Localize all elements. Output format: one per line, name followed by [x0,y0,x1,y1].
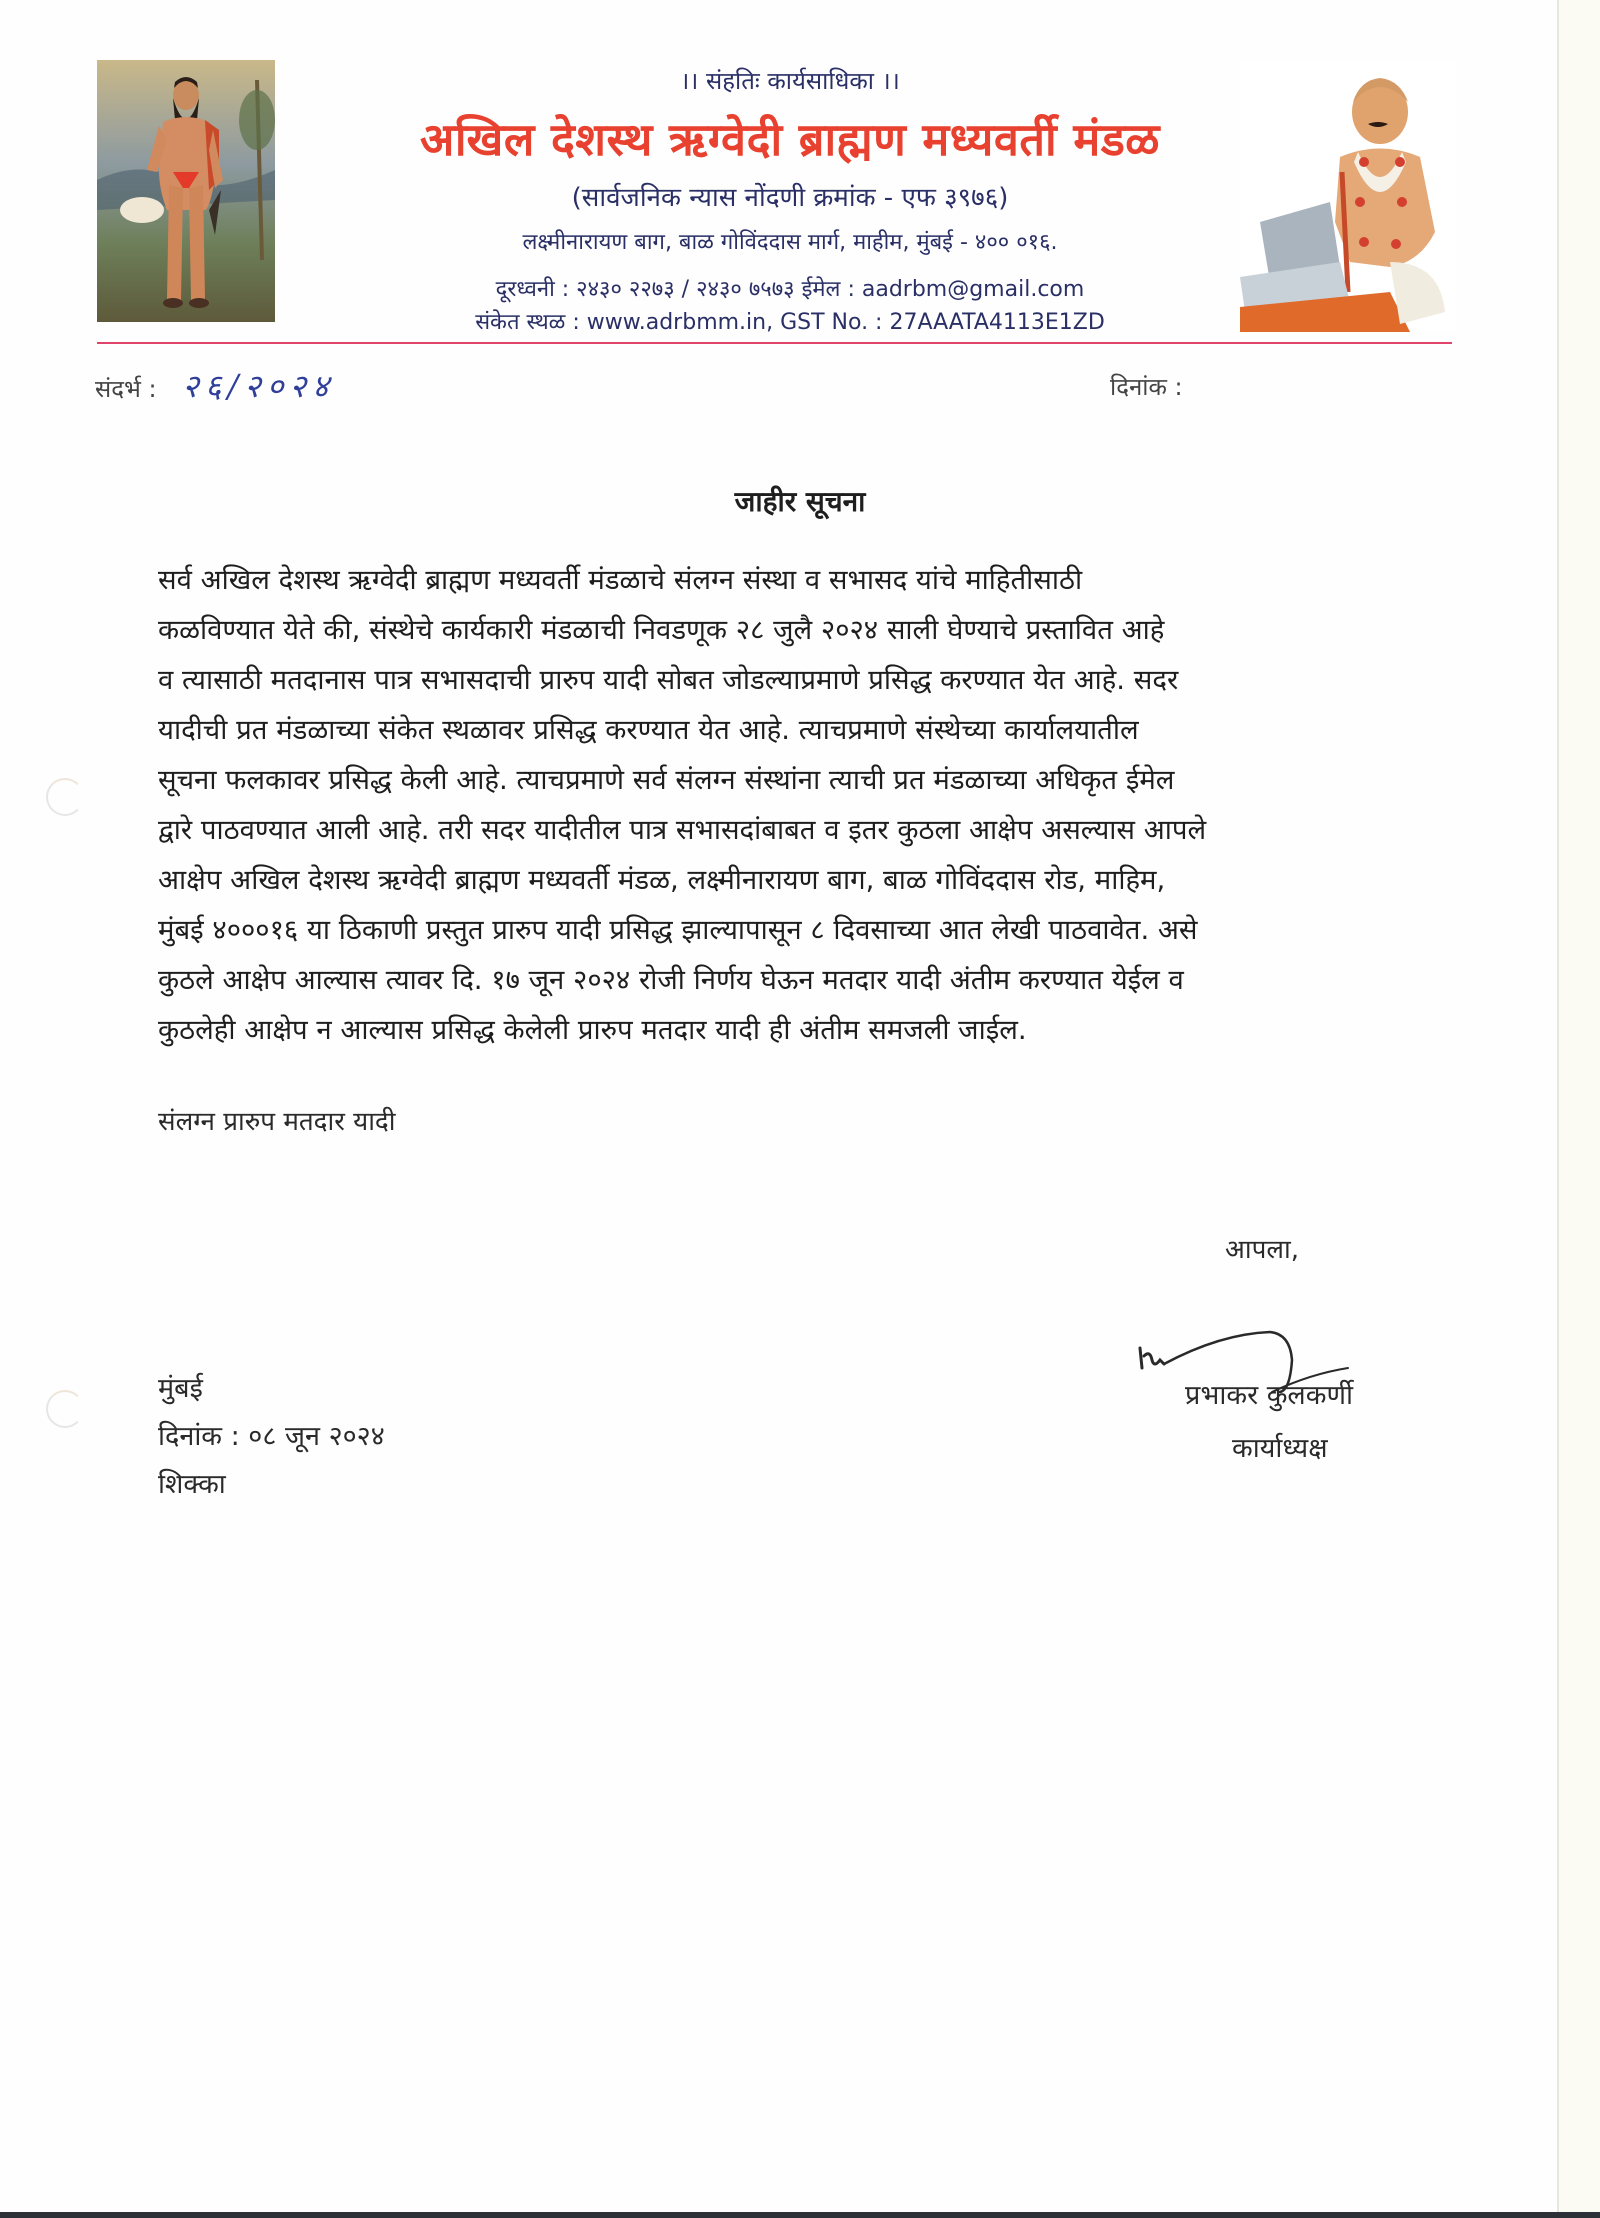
date-field-label: दिनांक : [1110,373,1183,401]
saint-portrait-image [97,60,275,322]
notice-body-line: आक्षेप अखिल देशस्थ ऋग्वेदी ब्राह्मण मध्यवर्ती मंडळ, लक्ष्मीनारायण बाग, बाळ गोविंददास रोड, माहिम, [158,864,1166,896]
reference-label: संदर्भ : [95,375,157,403]
notice-body-line: कुठले आक्षेप आल्यास त्यावर दि. १७ जून २०२४ रोजी निर्णय घेऊन मतदार यादी अंतीम करण्यात येईल व [158,964,1184,996]
organization-name: अखिल देशस्थ ऋग्वेदी ब्राह्मण मध्यवर्ती मंडळ [419,113,1160,166]
punch-hole-mark [46,778,84,816]
scan-paper-edge [1557,0,1600,2212]
reference-row [95,364,335,407]
notice-body-line: कळविण्यात येते की, संस्थेचे कार्यकारी मंडळाची निवडणूक २८ जुलै २०२४ साली घेण्याचे प्रस्तावित आहे [158,614,1165,646]
notice-body [158,555,1408,1055]
notice-title: जाहीर सूचना [734,485,866,518]
org-website-gst: संकेत स्थळ : www.adrbmm.in, GST No. : 27AAATA4113E1ZD [475,310,1105,335]
notice-body-line: मुंबई ४०००१६ या ठिकाणी प्रस्तुत प्रारुप यादी प्रसिद्ध झाल्यापासून ८ दिवसाच्या आत लेखी पाठवावेत. असे [158,914,1198,946]
notice-body-line: व त्यासाठी मतदानास पात्र सभासदाची प्रारुप यादी सोबत जोडल्याप्रमाणे प्रसिद्ध करण्यात येत आहे. सदर [158,664,1179,696]
saint-portrait-left [97,60,275,322]
registration-number: (सार्वजनिक न्यास नोंदणी क्रमांक - एफ ३९७६) [571,183,1009,213]
org-address: लक्ष्मीनारायण बाग, बाळ गोविंददास मार्ग, माहीम, मुंबई - ४०० ०१६. [522,230,1058,255]
signer-role: कार्याध्यक्ष [1232,1433,1328,1464]
issue-date: दिनांक : ०८ जून २०२४ [158,1421,385,1452]
notice-body-line: कुठलेही आक्षेप न आल्यास प्रसिद्ध केलेली प्रारुप मतदार यादी ही अंतीम समजली जाईल. [158,1014,1027,1046]
seal-label: शिक्का [158,1469,226,1500]
org-motto: ।। संहतिः कार्यसाधिका ।। [680,67,900,95]
attachment-note: संलग्न प्रारुप मतदार यादी [158,1107,396,1137]
punch-hole-mark [46,1390,84,1428]
org-contact: दूरध्वनी : २४३० २२७३ / २४३० ७५७३ ईमेल : aadrbm@gmail.com [495,277,1085,302]
closing-salutation: आपला, [1225,1235,1299,1265]
notice-body-line: यादीची प्रत मंडळाच्या संकेत स्थळावर प्रसिद्ध करण्यात येत आहे. त्याचप्रमाणे संस्थेच्या कार्यालयातील [158,714,1139,746]
scholar-portrait-image [1240,62,1455,332]
scholar-portrait-right [1240,62,1455,332]
scanner-edge-band [0,2212,1600,2218]
notice-body-line: सूचना फलकावर प्रसिद्ध केली आहे. त्याचप्रमाणे सर्व संलग्न संस्थांना त्याची प्रत मंडळाच्या अधिकृत ईमेल [158,764,1175,796]
notice-body-line: सर्व अखिल देशस्थ ऋग्वेदी ब्राह्मण मध्यवर्ती मंडळाचे संलग्न संस्था व सभासद यांचे माहितीसाठी [158,564,1083,596]
issue-place: मुंबई [158,1373,203,1404]
reference-number-handwritten: २६/२०२४ [182,367,335,405]
notice-body-line: द्वारे पाठवण्यात आली आहे. तरी सदर यादीतील पात्र सभासदांबाबत व इतर कुठला आक्षेप असल्यास आपले [158,814,1207,846]
header-divider [97,342,1452,344]
signer-name: प्रभाकर कुलकर्णी [1185,1380,1353,1411]
